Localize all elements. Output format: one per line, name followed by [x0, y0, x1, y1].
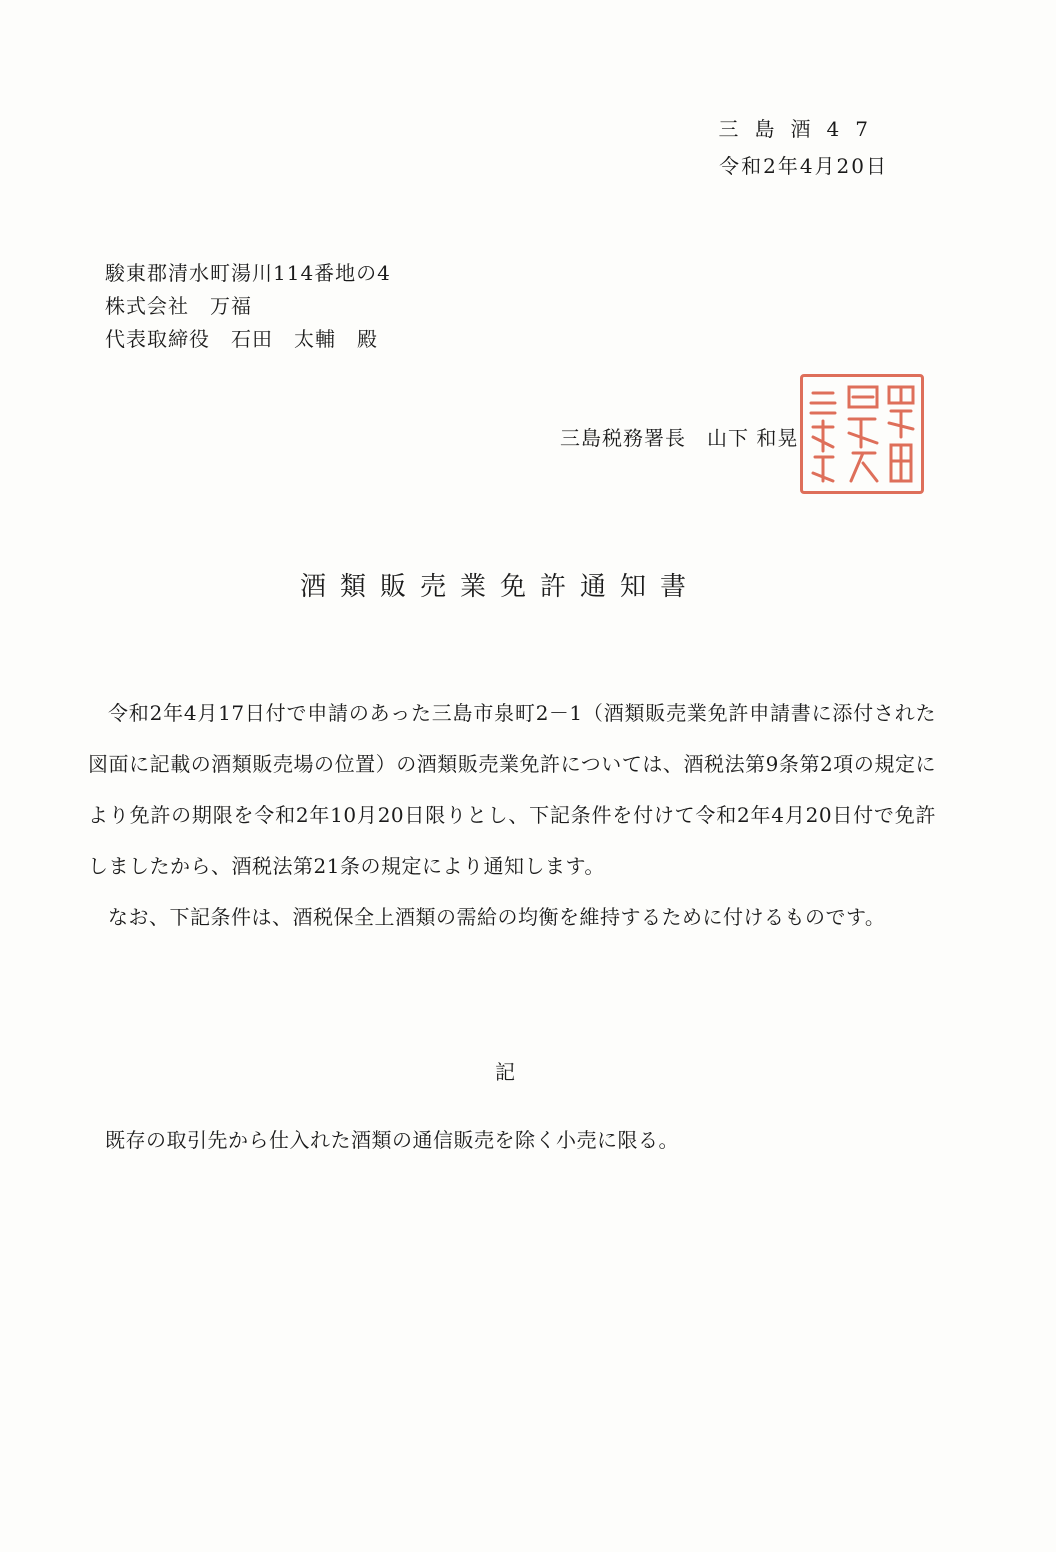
notification-body	[88, 688, 936, 943]
recipient-representative: 代表取締役 石田 太輔 殿	[105, 327, 378, 351]
license-condition: 既存の取引先から仕入れた酒類の通信販売を除く小売に限る。	[105, 1128, 679, 1152]
issuer-name: 三島税務署長 山下 和晃	[560, 426, 799, 450]
recipient-company: 株式会社 万福	[105, 294, 252, 318]
document-title: 酒類販売業免許通知書	[299, 572, 700, 602]
body-paragraph-1: 令和2年4月17日付で申請のあった三島市泉町2－1（酒類販売業免許申請書に添付された図面に記載の酒類販売場の位置）の酒類販売業免許については、酒税法第9条第2項の規定により免許の期限を令和2年10月20日限りとし、下記条件を付けて令和2年4月20日付で免許しましたから、酒税法第21条の規定により通知します。	[88, 701, 936, 878]
issue-date: 令和2年4月20日	[719, 154, 888, 178]
notes-heading: 記	[495, 1060, 515, 1084]
official-seal-icon	[800, 374, 924, 494]
reference-number: 三島酒47	[718, 117, 884, 141]
body-paragraph-2: なお、下記条件は、酒税保全上酒類の需給の均衡を維持するために付けるものです。	[108, 905, 886, 929]
recipient-address: 駿東郡清水町湯川114番地の4	[105, 261, 391, 285]
